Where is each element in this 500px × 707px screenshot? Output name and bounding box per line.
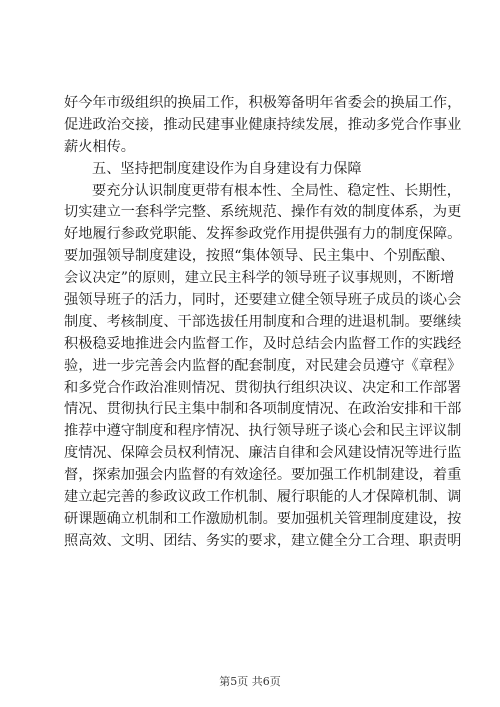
text-line: 验，进一步完善会内监督的配套制度，对民建会员遵守《章程》 [64, 357, 462, 374]
text-line: 切实建立一套科学完整、系统规范、操作有效的制度体系，为更 [64, 204, 462, 221]
paragraph-first-line: 要充分认识制度更带有根本性、全局性、稳定性、长期性， [92, 182, 461, 199]
text-line: 制度、考核制度、干部选拔任用制度和合理的进退机制。要继续 [64, 313, 462, 330]
text-line: 会议决定”的原则，建立民主科学的领导班子议事规则，不断增 [64, 270, 455, 287]
text-line: 度情况、保障会员权利情况、廉洁自律和会风建设情况等进行监 [64, 445, 462, 462]
text-line: 建立起完善的参政议政工作机制、履行职能的人才保障机制、调 [64, 489, 462, 506]
text-line: 研课题确立机制和工作激励机制。要加强机关管理制度建设，按 [64, 510, 462, 527]
document-body [64, 93, 462, 553]
text-line: 积极稳妥地推进会内监督工作，及时总结会内监督工作的实践经 [64, 335, 462, 352]
text-line: 情况、贯彻执行民主集中制和各项制度情况、在政治安排和干部 [64, 401, 462, 418]
page-number-footer: 第5页 共6页 [219, 675, 281, 688]
text-line: 照高效、文明、团结、务实的要求，建立健全分工合理、职责明 [64, 532, 462, 549]
text-line: 督，探索加强会内监督的有效途径。要加强工作机制建设，着重 [64, 467, 462, 484]
text-line: 好地履行参政党职能、发挥参政党作用提供强有力的制度保障。 [64, 226, 462, 243]
section-heading: 五、坚持把制度建设作为自身建设有力保障 [92, 160, 362, 177]
text-line: 好今年市级组织的换届工作，积极筹备明年省委会的换届工作， [64, 95, 462, 111]
text-line: 强领导班子的活力，同时，还要建立健全领导班子成员的谈心会 [64, 292, 462, 309]
text-line: 和多党合作政治准则情况、贯彻执行组织决议、决定和工作部署 [64, 379, 462, 396]
text-line: 薪火相传。 [64, 138, 135, 155]
text-line: 推荐中遵守制度和程序情况、执行领导班子谈心会和民主评议制 [64, 423, 462, 440]
text-line: 要加强领导制度建设，按照“集体领导、民主集中、个别酝酿、 [64, 248, 455, 265]
text-line: 促进政治交接，推动民建事业健康持续发展，推动多党合作事业 [64, 116, 462, 133]
